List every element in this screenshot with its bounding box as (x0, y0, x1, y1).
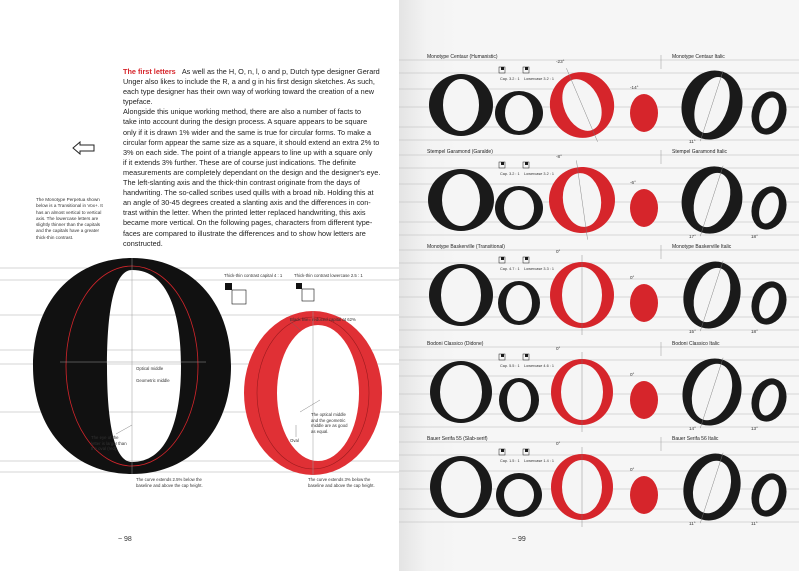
italic-lowercase-o-glyph (746, 182, 792, 234)
page-number-left: ~ 98 (118, 536, 132, 543)
lowercase-axis-angle: -6° (630, 180, 636, 185)
capital-o-glyph (429, 264, 493, 326)
italic-axis-angle: 11° (689, 139, 696, 144)
paragraph-line: faces are compared to illustrate the differences and to show how letters are (123, 228, 366, 238)
italic-axis-angle: 18° (751, 329, 758, 334)
typeface-italic-label: Monotype Centaur Italic (672, 54, 725, 60)
paragraph-line: As well as the H, O, n, l, o and p, Dutch type designer Gerard (181, 67, 380, 76)
typeface-row-graphic (399, 150, 799, 245)
lowercase-axis-angle: 0° (630, 372, 635, 377)
capital-o-glyph (430, 456, 492, 518)
label-red-middle-line: and the geometric (311, 417, 346, 423)
typeface-italic-label: Monotype Baskerville Italic (672, 244, 732, 250)
lowercase-o-glyph (495, 186, 543, 230)
capital-axis-angle: 0° (556, 346, 561, 351)
paragraph-line: each type designer has their own way of working toward the creation of a new (123, 87, 375, 97)
typeface-row-label: Bauer Serifa 55 (Slab-serif) (427, 436, 488, 442)
italic-lowercase-o-glyph (746, 87, 792, 139)
typeface-row-graphic (399, 342, 799, 437)
typeface-row-graphic (399, 55, 799, 150)
paragraph-line: an angle of 30-45 degrees created a slanting axis and the differences in con- (123, 198, 371, 208)
paragraph-line: only if it is drawn 1% wider and the same is true for circular forms. To make a (123, 127, 372, 137)
typeface-italic-label: Bodoni Classico Italic (672, 341, 720, 347)
paragraph-line: Alongside this unique working method, there are also a number of facts to (123, 107, 362, 117)
cap-contrast-ratio: Cap. 3.2 : 1 (500, 77, 520, 81)
label-red-middle-line: as equal. (311, 428, 329, 434)
italic-lowercase-o-glyph (746, 374, 792, 426)
label-contrast-lowercase: Thick-thin contrast lowercase 2.5 : 1 (294, 273, 363, 278)
lowercase-o-red (630, 476, 658, 514)
italic-axis-angle: 11° (751, 521, 758, 526)
sidenote-line: The Monotype Perpetua shown (36, 197, 100, 202)
label-red-middle-line: The optical middle (311, 412, 346, 417)
cap-contrast-ratio: Cap. 4.7 : 1 (500, 267, 520, 271)
paragraph-line: typeface. (123, 97, 153, 107)
typeface-row-label: Stempel Garamond (Garalde) (427, 149, 493, 155)
label-red-middle (311, 412, 363, 434)
paragraph-line: trast within the letter. When the printed letter replaced handwriting, this axis (123, 208, 366, 218)
typeface-row-graphic (399, 437, 799, 532)
italic-axis-angle: 18° (751, 234, 758, 239)
paragraph-line: handwriting. The so-called scribes used quills with a broad nib. Holding this at (123, 188, 374, 198)
paragraph-line: circular form appear the same size as a square, it should extend an extra 2% to (123, 137, 380, 147)
sidenote-line: and the capitals have a greater (36, 228, 100, 234)
cap-contrast-ratio: Cap. 5.5 : 1 (500, 364, 520, 368)
lowercase-o-red (630, 284, 658, 322)
sidenote-line: below is a Transitional in Vox+. It (36, 203, 103, 209)
lowercase-o-glyph (499, 378, 539, 422)
left-page (0, 0, 399, 571)
capital-o-glyph (430, 361, 492, 423)
lowercase-o-red (630, 94, 658, 132)
label-curve-lowercase-line: The curve extends 3% below the (308, 477, 371, 482)
italic-axis-angle: 15° (689, 329, 696, 334)
lowercase-contrast-ratio: Lowercase 4.6 : 1 (524, 364, 554, 368)
label-curve-lowercase-line: baseline and above the cap height. (308, 482, 375, 488)
label-geometric-middle: Geometric middle (136, 378, 170, 383)
lowercase-o-glyph (496, 473, 542, 517)
right-page (399, 0, 799, 571)
italic-axis-angle: 17° (689, 234, 696, 239)
italic-lowercase-o-glyph (746, 469, 792, 521)
page-number-right: ~ 99 (512, 536, 526, 543)
typeface-row-label: Bodoni Classico (Didone) (427, 341, 484, 347)
label-curve-capital-line: baseline and above the cap height. (136, 482, 203, 488)
paragraph-line: The left-slanting axis and the thick-thin contrast originate from the days of (123, 178, 360, 188)
label-eye (91, 435, 139, 452)
sidenote-line: slightly thinner than the capitals (36, 222, 101, 228)
capital-axis-angle: -23° (556, 59, 565, 64)
label-curve-lowercase (308, 477, 396, 488)
label-contrast-capital: Thick-thin contrast capital 4 : 1 (224, 273, 283, 278)
label-black-line: Black line= reduced capital at 62% (290, 317, 356, 322)
capital-axis-angle: 0° (556, 249, 561, 254)
typeface-row-label: Monotype Baskerville (Transitional) (427, 244, 505, 250)
label-curve-capital-line: The curve extends 2.5% below the (136, 477, 202, 482)
paragraph-line: measurements are completely dependant on the design and the designer's eye. (123, 167, 381, 177)
paragraph-line: constructed. (123, 238, 163, 248)
typeface-italic-label: Bauer Serifa 56 Italic (672, 436, 719, 442)
typeface-row-graphic (399, 245, 799, 340)
sidenote-line: axis. The lowercase letters are (36, 215, 99, 221)
paragraph-line: 3% on each side. The point of a triangle appears to line up with a square only (123, 147, 373, 157)
lowercase-o-glyph (498, 281, 540, 325)
section-heading: The first letters (123, 67, 176, 76)
paragraph-line: became more vertical. On the following pages, characters from different type- (123, 218, 373, 228)
cap-contrast-ratio: Cap. 3.2 : 1 (500, 172, 520, 176)
lowercase-contrast-ratio: Lowercase 1.4 : 1 (524, 459, 554, 463)
lowercase-o-glyph (244, 311, 382, 475)
cap-contrast-ratio: Cap. 1.5 : 1 (500, 459, 520, 463)
italic-axis-angle: 14° (689, 426, 696, 431)
typeface-row-label: Monotype Centaur (Humanistic) (427, 54, 498, 60)
label-oval: Oval (290, 438, 299, 443)
label-red-middle-line: middle are as good (311, 423, 348, 429)
lowercase-o-glyph (495, 91, 543, 135)
sidenote-line: thick-thin contrast. (36, 234, 74, 240)
capital-o-glyph (429, 74, 493, 136)
label-optical-middle: Optical middle (136, 366, 164, 371)
italic-lowercase-o-glyph (746, 277, 792, 329)
lowercase-contrast-ratio: Lowercase 3.2 : 1 (524, 172, 554, 176)
lowercase-o-red (630, 381, 658, 419)
lowercase-axis-angle: 0° (630, 467, 635, 472)
capital-axis-angle: 0° (556, 441, 561, 446)
lowercase-axis-angle: -14° (630, 85, 639, 90)
label-eye-line: The eye of the (91, 435, 119, 440)
sidenote-line: has an almost vertical to vertical (36, 209, 102, 215)
label-eye-line: letter is larger than (91, 440, 127, 446)
label-curve-capital (136, 477, 236, 488)
lowercase-o-red (630, 189, 658, 227)
italic-axis-angle: 13° (751, 426, 758, 431)
paragraph-line: take into account during the design process. A square appears to be square (123, 117, 368, 127)
capital-axis-angle: -8° (556, 154, 562, 159)
italic-axis-angle: 11° (689, 521, 696, 526)
label-eye-line: the oval (red). (91, 446, 118, 452)
typeface-italic-label: Stempel Garamond Italic (672, 149, 728, 155)
capital-o-glyph (428, 169, 494, 231)
contrast-squares (225, 283, 314, 304)
lowercase-contrast-ratio: Lowercase 3.2 : 1 (524, 77, 554, 81)
paragraph-line: if it extends 3% further. These are of course just indications. The definite (123, 157, 356, 167)
lowercase-contrast-ratio: Lowercase 3.3 : 1 (524, 267, 554, 271)
paragraph-line: Unger also likes to include the R, a and g in his first design sketches. As such, (123, 77, 375, 87)
lowercase-axis-angle: 0° (630, 275, 635, 280)
